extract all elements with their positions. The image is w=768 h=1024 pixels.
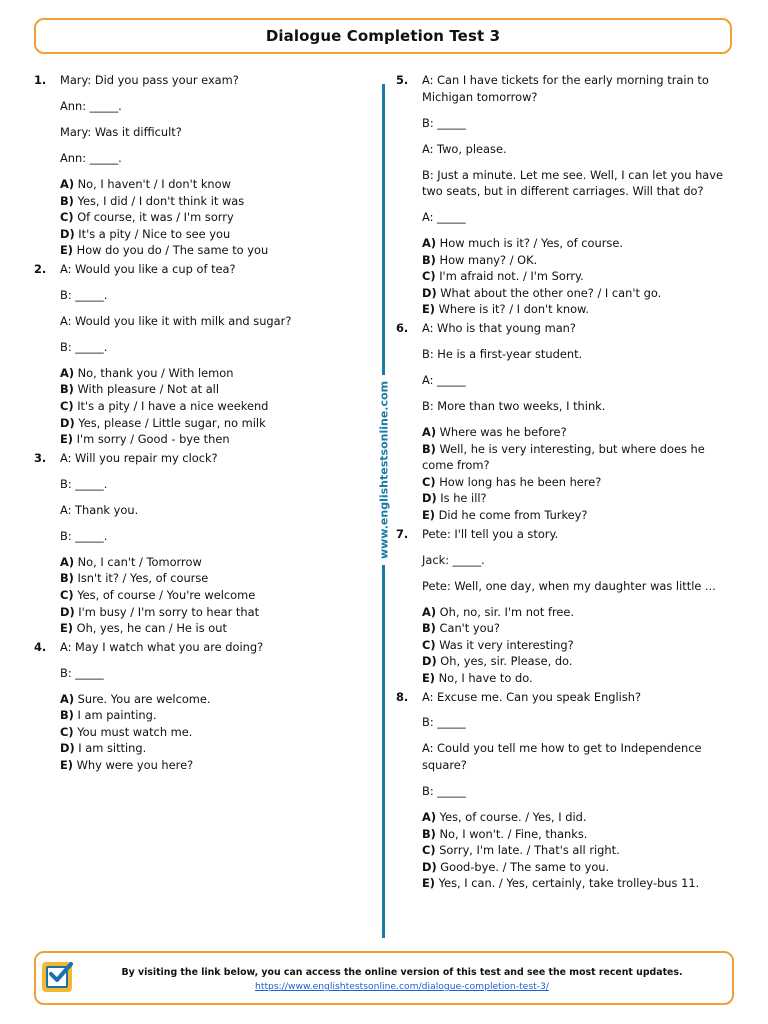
page-title: Dialogue Completion Test 3 <box>265 27 501 45</box>
answer-options <box>60 176 354 259</box>
answer-option[interactable] <box>60 707 354 724</box>
option-letter: E) <box>422 302 435 317</box>
option-text: Well, he is very interesting, but where does he come from? <box>422 441 705 473</box>
answer-options <box>422 235 736 318</box>
dialogue-line: A: Will you repair my clock? <box>60 450 218 465</box>
option-letter: C) <box>60 399 74 414</box>
option-letter: D) <box>60 226 75 241</box>
answer-option[interactable] <box>60 431 354 448</box>
answer-option[interactable] <box>60 365 354 382</box>
option-letter: A) <box>422 810 437 825</box>
question-body <box>60 72 354 259</box>
question-body <box>422 320 736 524</box>
option-text: Yes, please / Little sugar, no milk <box>78 415 266 430</box>
question-body <box>60 261 354 448</box>
answer-option[interactable] <box>60 554 354 571</box>
option-letter: A) <box>60 365 75 380</box>
option-letter: D) <box>60 604 75 619</box>
option-text: No, I have to do. <box>438 670 533 685</box>
footer-text: By visiting the link below, you can access the online version of this test and see the most recent updates. <box>121 967 683 978</box>
question-5 <box>396 72 736 318</box>
answer-option[interactable] <box>422 490 736 507</box>
answer-option[interactable] <box>422 301 736 318</box>
option-text: Oh, no, sir. I'm not free. <box>439 604 575 619</box>
dialogue-line: B: _____. <box>60 476 108 491</box>
option-text: It's a pity / I have a nice weekend <box>77 399 269 414</box>
dialogue-line: A: Two, please. <box>422 141 507 156</box>
answer-option[interactable] <box>422 604 736 621</box>
question-number: 8. <box>396 689 409 704</box>
option-text: Sorry, I'm late. / That's all right. <box>439 843 620 858</box>
option-text: Sure. You are welcome. <box>77 691 211 706</box>
dialogue-line: A: Thank you. <box>60 502 139 517</box>
option-text: What about the other one? / I can't go. <box>440 285 662 300</box>
option-text: No, I haven't / I don't know <box>77 176 231 191</box>
answer-options <box>422 424 736 524</box>
option-letter: D) <box>60 415 75 430</box>
answer-option[interactable] <box>60 570 354 587</box>
option-text: Of course, it was / I'm sorry <box>77 210 234 225</box>
dialogue-line: A: _____ <box>422 373 466 388</box>
option-text: I'm afraid not. / I'm Sorry. <box>439 269 584 284</box>
question-number: 4. <box>34 639 47 654</box>
answer-options <box>422 604 736 687</box>
question-1 <box>34 72 354 259</box>
option-letter: C) <box>60 587 74 602</box>
dialogue-line: A: _____ <box>422 210 466 225</box>
option-letter: E) <box>60 758 73 773</box>
answer-option[interactable] <box>60 176 354 193</box>
answer-option[interactable] <box>422 620 736 637</box>
option-letter: A) <box>60 554 75 569</box>
answer-option[interactable] <box>60 587 354 604</box>
answer-option[interactable] <box>422 875 736 892</box>
dialogue-line: A: Excuse me. Can you speak English? <box>422 689 642 704</box>
question-number: 1. <box>34 73 47 87</box>
option-text: Good-bye. / The same to you. <box>440 859 610 874</box>
title-box <box>34 18 732 54</box>
answer-option[interactable] <box>422 268 736 285</box>
answer-option[interactable] <box>60 398 354 415</box>
option-text: Why were you here? <box>76 758 194 773</box>
option-letter: A) <box>60 176 75 191</box>
option-text: I am painting. <box>77 708 157 723</box>
dialogue-line: A: Could you tell me how to get to Independence square? <box>422 741 702 773</box>
answer-option[interactable] <box>422 859 736 876</box>
option-text: I am sitting. <box>78 741 147 756</box>
answer-options <box>60 691 354 774</box>
question-body <box>60 450 354 637</box>
dialogue-line: A: May I watch what you are doing? <box>60 639 264 654</box>
left-column <box>34 72 354 776</box>
dialogue-line: Pete: Well, one day, when my daughter was little ... <box>422 578 716 593</box>
answer-option[interactable] <box>60 740 354 757</box>
question-number: 6. <box>396 321 409 336</box>
option-text: Oh, yes, he can / He is out <box>76 621 227 636</box>
option-text: Yes, I can. / Yes, certainly, take trolley-bus 11. <box>438 876 700 891</box>
question-number: 2. <box>34 261 47 276</box>
option-text: You must watch me. <box>77 724 193 739</box>
answer-option[interactable] <box>60 691 354 708</box>
option-letter: E) <box>60 621 73 636</box>
dialogue-line: Ann: _____. <box>60 150 122 165</box>
question-8 <box>396 689 736 893</box>
question-body <box>422 526 736 687</box>
option-letter: B) <box>60 708 74 723</box>
option-text: It's a pity / Nice to see you <box>78 226 231 241</box>
question-number: 7. <box>396 526 409 541</box>
question-body <box>422 72 736 318</box>
option-text: With pleasure / Not at all <box>77 382 220 397</box>
option-letter: B) <box>60 571 74 586</box>
option-text: I'm sorry / Good - bye then <box>76 432 230 447</box>
answer-option[interactable] <box>422 474 736 491</box>
option-letter: B) <box>422 252 436 267</box>
dialogue-line: B: _____ <box>60 665 104 680</box>
option-letter: E) <box>422 876 435 891</box>
answer-option[interactable] <box>422 670 736 687</box>
question-7 <box>396 526 736 687</box>
question-3 <box>34 450 354 637</box>
dialogue-line: A: Would you like it with milk and sugar? <box>60 313 292 328</box>
dialogue-line: B: _____ <box>422 115 466 130</box>
dialogue-line: B: He is a first-year student. <box>422 347 583 362</box>
dialogue-line: A: Who is that young man? <box>422 321 576 336</box>
option-text: Oh, yes, sir. Please, do. <box>440 654 573 669</box>
option-text: How do you do / The same to you <box>76 243 269 258</box>
answer-option[interactable] <box>60 242 354 259</box>
answer-options <box>60 365 354 448</box>
option-letter: D) <box>422 654 437 669</box>
option-text: Yes, I did / I don't think it was <box>77 193 245 208</box>
question-body <box>422 689 736 893</box>
dialogue-line: Pete: I'll tell you a story. <box>422 526 559 541</box>
answer-option[interactable] <box>422 842 736 859</box>
dialogue-line: B: _____ <box>422 715 466 730</box>
option-letter: A) <box>422 425 437 440</box>
option-letter: E) <box>60 243 73 258</box>
dialogue-line: A: Can I have tickets for the early morning train to Michigan tomorrow? <box>422 73 709 104</box>
option-letter: D) <box>422 285 437 300</box>
option-text: Can't you? <box>439 621 500 636</box>
option-letter: C) <box>60 724 74 739</box>
dialogue-line: B: _____. <box>60 339 108 354</box>
option-letter: C) <box>422 843 436 858</box>
footer-link[interactable]: https://www.englishtestsonline.com/dialogue-completion-test-3/ <box>255 981 549 992</box>
option-text: How many? / OK. <box>439 252 538 267</box>
option-letter: D) <box>60 741 75 756</box>
question-4 <box>34 639 354 774</box>
option-letter: C) <box>422 269 436 284</box>
option-text: No, I can't / Tomorrow <box>77 554 202 569</box>
option-letter: E) <box>422 670 435 685</box>
answer-option[interactable] <box>422 637 736 654</box>
answer-option[interactable] <box>422 809 736 826</box>
dialogue-line: B: _____. <box>60 528 108 543</box>
question-6 <box>396 320 736 524</box>
option-letter: B) <box>422 826 436 841</box>
option-text: How long has he been here? <box>439 474 602 489</box>
answer-option[interactable] <box>60 226 354 243</box>
option-letter: E) <box>422 507 435 522</box>
dialogue-line: B: More than two weeks, I think. <box>422 399 606 414</box>
dialogue-line: B: _____ <box>422 784 466 799</box>
answer-option[interactable] <box>60 757 354 774</box>
question-number: 5. <box>396 73 409 87</box>
answer-option[interactable] <box>422 826 736 843</box>
option-text: Did he come from Turkey? <box>438 507 588 522</box>
option-letter: A) <box>422 236 437 251</box>
answer-option[interactable] <box>60 209 354 226</box>
answer-options <box>422 809 736 892</box>
option-letter: B) <box>60 193 74 208</box>
option-text: No, I won't. / Fine, thanks. <box>439 826 588 841</box>
dialogue-line: B: Just a minute. Let me see. Well, I can let you have two seats, but in different carriages. Will that do? <box>422 167 724 199</box>
option-letter: A) <box>60 691 75 706</box>
answer-option[interactable] <box>60 604 354 621</box>
question-body <box>60 639 354 774</box>
question-number: 3. <box>34 450 47 465</box>
answer-option[interactable] <box>422 424 736 441</box>
answer-option[interactable] <box>422 441 736 474</box>
dialogue-line: Jack: _____. <box>422 552 485 567</box>
option-letter: A) <box>422 604 437 619</box>
answer-option[interactable] <box>60 415 354 432</box>
option-text: Yes, of course / You're welcome <box>77 587 256 602</box>
option-letter: C) <box>60 210 74 225</box>
option-text: Where is it? / I don't know. <box>438 302 589 317</box>
footer-box <box>34 951 734 1005</box>
option-text: Isn't it? / Yes, of course <box>77 571 209 586</box>
option-letter: D) <box>422 491 437 506</box>
answer-option[interactable] <box>60 724 354 741</box>
option-letter: E) <box>60 432 73 447</box>
option-letter: B) <box>422 621 436 636</box>
dialogue-line: A: Would you like a cup of tea? <box>60 261 236 276</box>
answer-option[interactable] <box>422 285 736 302</box>
option-letter: B) <box>422 441 436 456</box>
answer-option[interactable] <box>60 193 354 210</box>
option-letter: C) <box>422 474 436 489</box>
dialogue-line: B: _____. <box>60 287 108 302</box>
checkbox-check-icon <box>42 962 72 992</box>
option-letter: C) <box>422 637 436 652</box>
answer-option[interactable] <box>60 620 354 637</box>
answer-option[interactable] <box>422 653 736 670</box>
site-watermark: www.englishtestsonline.com <box>377 375 390 565</box>
option-text: Was it very interesting? <box>439 637 574 652</box>
answer-option[interactable] <box>422 235 736 252</box>
dialogue-line: Ann: _____. <box>60 98 122 113</box>
dialogue-line: Mary: Was it difficult? <box>60 124 182 139</box>
option-text: I'm busy / I'm sorry to hear that <box>78 604 260 619</box>
question-2 <box>34 261 354 448</box>
answer-options <box>60 554 354 637</box>
option-letter: B) <box>60 382 74 397</box>
option-text: How much is it? / Yes, of course. <box>439 236 623 251</box>
option-text: Is he ill? <box>440 491 487 506</box>
dialogue-line: Mary: Did you pass your exam? <box>60 73 239 87</box>
answer-option[interactable] <box>60 381 354 398</box>
option-text: Where was he before? <box>439 425 567 440</box>
answer-option[interactable] <box>422 507 736 524</box>
option-letter: D) <box>422 859 437 874</box>
answer-option[interactable] <box>422 252 736 269</box>
option-text: No, thank you / With lemon <box>77 365 234 380</box>
right-column <box>396 72 736 894</box>
option-text: Yes, of course. / Yes, I did. <box>439 810 587 825</box>
